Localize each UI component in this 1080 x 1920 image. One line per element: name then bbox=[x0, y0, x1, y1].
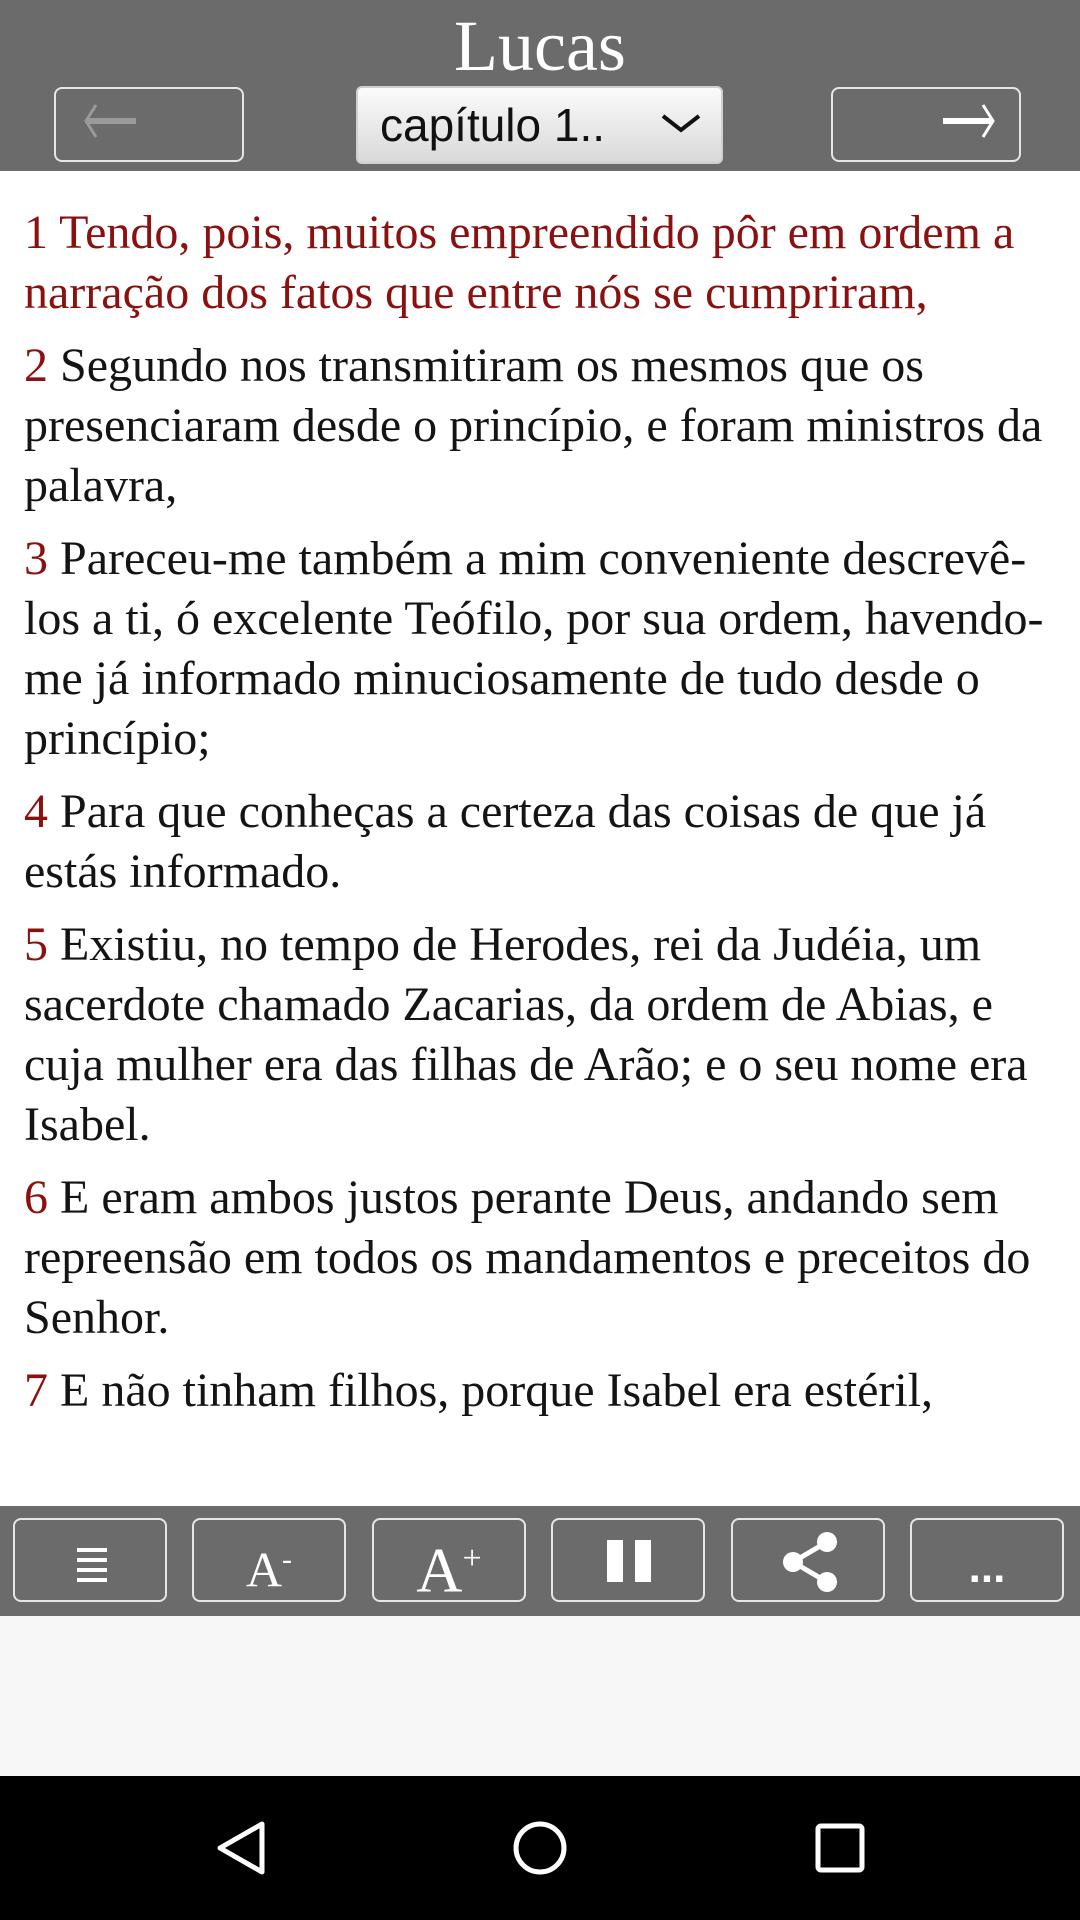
arrow-right-icon bbox=[833, 89, 1023, 164]
verse[interactable] bbox=[24, 915, 1064, 1155]
verse-number: 1 bbox=[24, 206, 48, 259]
back-icon[interactable] bbox=[212, 1818, 272, 1878]
verse-number: 5 bbox=[24, 918, 48, 971]
verse-number: 2 bbox=[24, 339, 48, 392]
increase-font-button[interactable] bbox=[372, 1518, 526, 1606]
verse-number: 6 bbox=[24, 1171, 48, 1224]
verse[interactable] bbox=[24, 1168, 1064, 1348]
verse-list bbox=[24, 203, 1064, 1434]
arrow-left-icon bbox=[56, 89, 246, 164]
share-icon bbox=[733, 1520, 887, 1604]
verse[interactable] bbox=[24, 782, 1064, 902]
empty-area bbox=[0, 1616, 1080, 1776]
more-icon: ... bbox=[968, 1543, 1006, 1592]
chevron-down-icon bbox=[661, 112, 701, 136]
verse-number: 7 bbox=[24, 1364, 48, 1417]
pause-button[interactable] bbox=[551, 1518, 705, 1602]
previous-chapter-button[interactable] bbox=[54, 87, 244, 162]
bottom-toolbar bbox=[0, 1506, 1080, 1616]
verse-number: 4 bbox=[24, 785, 48, 838]
chapter-select[interactable] bbox=[356, 86, 723, 164]
font-decrease-icon: A- bbox=[245, 1541, 293, 1598]
system-navigation-bar bbox=[0, 1776, 1080, 1920]
verse-text: Para que conheças a certeza das coisas de que já estás informado. bbox=[24, 785, 987, 898]
header bbox=[0, 0, 1080, 171]
verse-text: E eram ambos justos perante Deus, andando sem repreensão em todos os mandamentos e preceitos do Senhor. bbox=[24, 1171, 1031, 1344]
verse-number: 3 bbox=[24, 532, 48, 585]
verse-text: Existiu, no tempo de Herodes, rei da Judéia, um sacerdote chamado Zacarias, da ordem de Abias, e cuja mulher era das filhas de Arão; e o seu nome era Isabel. bbox=[24, 918, 1028, 1151]
pause-icon bbox=[553, 1520, 707, 1604]
font-increase-icon: A+ bbox=[416, 1534, 482, 1606]
menu-button[interactable] bbox=[13, 1518, 167, 1602]
book-title: Lucas bbox=[454, 6, 626, 86]
more-button[interactable] bbox=[910, 1518, 1064, 1602]
verse-text: Segundo nos transmitiram os mesmos que os presenciaram desde o princípio, e foram ministros da palavra, bbox=[24, 339, 1043, 512]
share-button[interactable] bbox=[731, 1518, 885, 1602]
home-icon[interactable] bbox=[510, 1818, 570, 1878]
verse[interactable] bbox=[24, 336, 1064, 516]
verse[interactable] bbox=[24, 203, 1064, 323]
verse[interactable] bbox=[24, 1361, 1064, 1421]
next-chapter-button[interactable] bbox=[831, 87, 1021, 162]
reading-area[interactable] bbox=[0, 171, 1080, 1506]
verse-text: Tendo, pois, muitos empreendido pôr em ordem a narração dos fatos que entre nós se cumpriram, bbox=[24, 206, 1015, 319]
verse-text: Pareceu-me também a mim conveniente descrevê-los a ti, ó excelente Teófilo, por sua ordem, havendo-me já informado minuciosamente de tudo desde o princípio; bbox=[24, 532, 1044, 765]
menu-icon bbox=[15, 1520, 169, 1604]
decrease-font-button[interactable] bbox=[192, 1518, 346, 1602]
recents-icon[interactable] bbox=[810, 1818, 870, 1878]
verse-text: E não tinham filhos, porque Isabel era estéril, bbox=[60, 1364, 934, 1417]
chapter-select-value: capítulo 1.. bbox=[380, 99, 606, 151]
verse[interactable] bbox=[24, 529, 1064, 769]
